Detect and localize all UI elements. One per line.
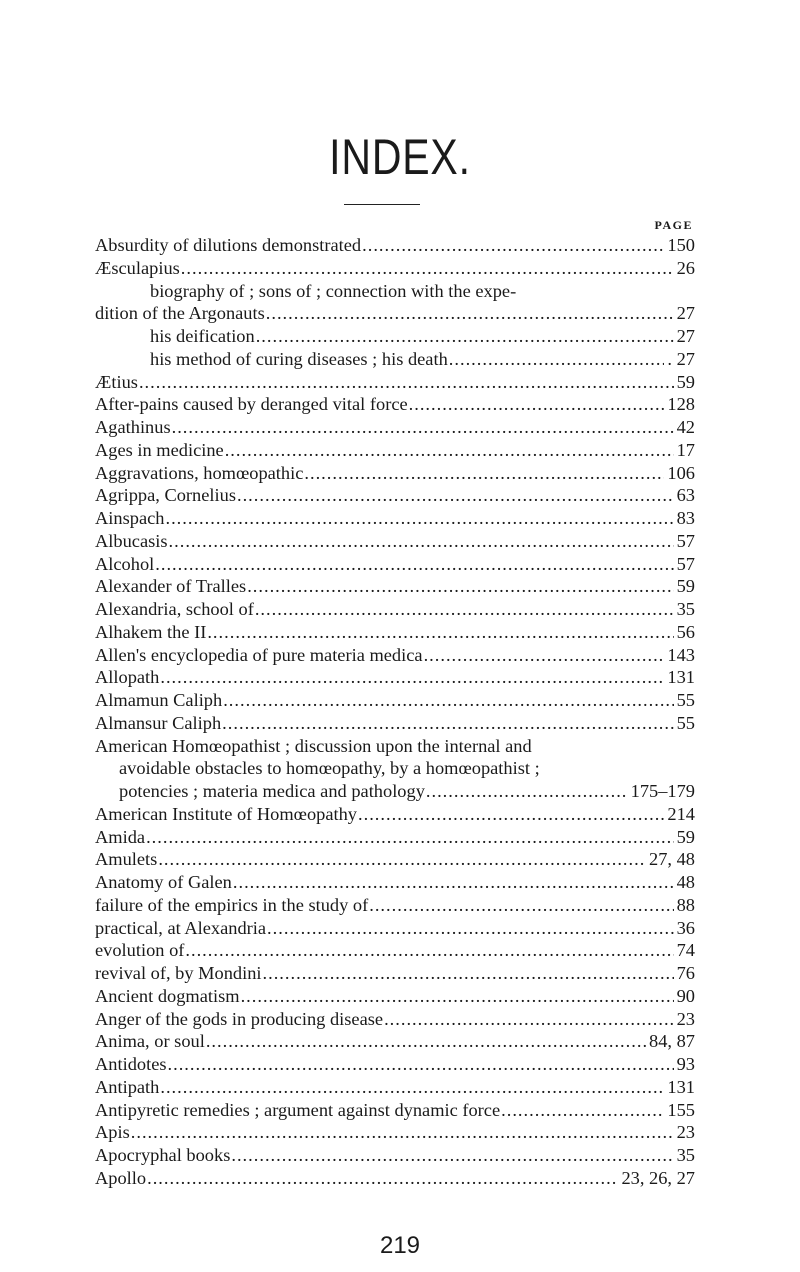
dot-leader bbox=[155, 553, 673, 576]
index-entry-page: 84, 87 bbox=[649, 1031, 695, 1052]
dot-leader bbox=[139, 371, 674, 394]
index-entry-page: 128 bbox=[667, 394, 695, 415]
index-entry-label: Alcohol bbox=[95, 553, 155, 574]
index-entry-page: 55 bbox=[676, 690, 695, 710]
index-entry bbox=[95, 644, 695, 667]
index-entry bbox=[95, 621, 695, 644]
index-entry-page: 27 bbox=[676, 326, 695, 346]
index-entry-page: 155 bbox=[667, 1099, 695, 1120]
index-entry-page: 74 bbox=[676, 940, 695, 961]
dot-leader bbox=[165, 507, 673, 530]
index-entry-page: 27 bbox=[676, 303, 695, 324]
index-entry-label: potencies ; materia medica and pathology bbox=[119, 781, 425, 801]
index-entry-label: Antidotes bbox=[95, 1054, 167, 1074]
index-entry-label: Almansur Caliph bbox=[95, 712, 222, 733]
index-entry-label: Ancient dogmatism bbox=[95, 985, 240, 1006]
index-entry-label: Absurdity of dilutions demonstrated bbox=[95, 235, 362, 255]
dot-leader bbox=[409, 393, 665, 416]
index-entry bbox=[95, 371, 695, 394]
index-entry bbox=[95, 689, 695, 712]
index-entry bbox=[95, 393, 695, 416]
index-entry bbox=[95, 712, 695, 735]
dot-leader bbox=[233, 871, 674, 894]
index-entry bbox=[95, 484, 695, 507]
index-entry-page: 57 bbox=[676, 553, 695, 574]
index-entry bbox=[95, 1099, 695, 1122]
page-number: 219 bbox=[379, 1232, 421, 1259]
dot-leader bbox=[267, 917, 674, 940]
dot-leader bbox=[384, 1008, 674, 1031]
dot-leader bbox=[147, 1167, 618, 1190]
dot-leader bbox=[424, 644, 665, 667]
index-entry-label: Alhakem the II bbox=[95, 621, 207, 642]
dot-leader bbox=[266, 302, 674, 325]
index-entry-label: Alexander of Tralles bbox=[95, 576, 247, 597]
index-entry-label: Almamun Caliph bbox=[95, 690, 223, 710]
index-entry-label: failure of the empirics in the study of bbox=[95, 894, 369, 915]
index-entry-page: 59 bbox=[676, 371, 695, 392]
index-entry-label: Anima, or soul bbox=[95, 1031, 205, 1052]
index-entry bbox=[95, 416, 695, 439]
index-entry-continuation: American Homœopathist ; discussion upon the internal and bbox=[95, 735, 532, 756]
dot-leader bbox=[256, 325, 674, 348]
index-list bbox=[95, 234, 695, 1190]
index-entry bbox=[95, 1144, 695, 1167]
page-column-label: PAGE bbox=[654, 218, 693, 232]
dot-leader bbox=[241, 985, 674, 1008]
index-entry bbox=[95, 1030, 695, 1053]
index-entry-label: Apis bbox=[95, 1122, 130, 1143]
index-entry bbox=[95, 985, 695, 1008]
index-entry bbox=[95, 939, 695, 962]
index-entry-page: 23 bbox=[676, 1008, 695, 1029]
index-entry-label: Albucasis bbox=[95, 530, 168, 551]
dot-leader bbox=[449, 348, 665, 371]
index-entry-continuation: avoidable obstacles to homœopathy, by a homœopathist ; bbox=[119, 758, 540, 779]
index-entry-page: 63 bbox=[676, 485, 695, 506]
index-entry-page: 175–179 bbox=[630, 781, 695, 801]
index-entry-label: revival of, by Mondini bbox=[95, 963, 262, 983]
index-entry-page: 143 bbox=[667, 644, 695, 665]
dot-leader bbox=[369, 894, 673, 917]
index-entry bbox=[95, 962, 695, 985]
index-entry bbox=[95, 234, 695, 257]
dot-leader bbox=[304, 462, 664, 485]
index-entry bbox=[95, 553, 695, 576]
index-entry bbox=[95, 803, 695, 826]
dot-leader bbox=[160, 666, 664, 689]
index-entry bbox=[95, 462, 695, 485]
index-entry bbox=[95, 666, 695, 689]
index-entry bbox=[95, 894, 695, 917]
index-entry-label: Agathinus bbox=[95, 417, 171, 437]
index-entry-label: Antipath bbox=[95, 1076, 160, 1097]
dot-leader bbox=[160, 1076, 664, 1099]
index-entry-label: Antipyretic remedies ; argument against dynamic force bbox=[95, 1099, 501, 1120]
index-entry-page: 48 bbox=[676, 872, 695, 892]
index-entry bbox=[95, 598, 695, 621]
dot-leader bbox=[206, 1030, 646, 1053]
index-entry bbox=[95, 530, 695, 553]
index-entry bbox=[95, 507, 695, 530]
index-entry bbox=[95, 848, 695, 871]
dot-leader bbox=[207, 621, 673, 644]
dot-leader bbox=[223, 689, 673, 712]
index-entry-page: 23, 26, 27 bbox=[621, 1167, 695, 1188]
index-entry bbox=[95, 257, 695, 280]
index-entry-page: 131 bbox=[667, 667, 695, 688]
index-entry-page: 57 bbox=[676, 530, 695, 551]
index-entry-page: 35 bbox=[676, 599, 695, 619]
index-entry-page: 27, 48 bbox=[649, 849, 695, 870]
index-entry-label: Aggravations, homœopathic bbox=[95, 462, 304, 483]
index-entry-page: 36 bbox=[676, 917, 695, 938]
index-entry-label: his method of curing diseases ; his death bbox=[150, 348, 448, 369]
index-entry-label: Amida bbox=[95, 826, 146, 847]
index-entry bbox=[95, 1167, 695, 1190]
index-entry-page: 17 bbox=[676, 439, 695, 460]
index-entry bbox=[95, 1121, 695, 1144]
index-entry-label: Apollo bbox=[95, 1167, 147, 1188]
index-entry-label: evolution of bbox=[95, 940, 185, 961]
dot-leader bbox=[255, 598, 674, 621]
index-entry bbox=[95, 302, 695, 325]
index-entry-page: 35 bbox=[676, 1145, 695, 1165]
index-entry bbox=[95, 325, 695, 348]
index-entry-page: 59 bbox=[676, 826, 695, 847]
index-entry-page: 23 bbox=[676, 1122, 695, 1143]
index-entry-page: 131 bbox=[667, 1076, 695, 1097]
index-entry-label: practical, at Alexandria bbox=[95, 917, 267, 938]
page-title: INDEX. bbox=[329, 129, 471, 185]
index-entry bbox=[95, 575, 695, 598]
index-entry-label: dition of the Argonauts bbox=[95, 303, 265, 324]
index-entry-continuation: biography of ; sons of ; connection with the expe- bbox=[150, 280, 517, 301]
index-entry-label: Apocryphal books bbox=[95, 1145, 231, 1165]
dot-leader bbox=[358, 803, 664, 826]
dot-leader bbox=[181, 257, 674, 280]
index-entry bbox=[95, 826, 695, 849]
index-entry-label: Anatomy of Galen bbox=[95, 872, 232, 892]
index-entry-page: . 27 bbox=[667, 348, 695, 369]
index-entry-label: Ætius bbox=[95, 371, 138, 392]
index-entry-page: 59 bbox=[676, 576, 695, 597]
dot-leader bbox=[172, 416, 674, 439]
dot-leader bbox=[362, 234, 664, 257]
index-entry-label: Æsculapius bbox=[95, 257, 180, 278]
index-entry-page: 76 bbox=[676, 963, 695, 983]
index-entry-label: Amulets bbox=[95, 849, 158, 870]
dot-leader bbox=[247, 575, 673, 598]
index-entry bbox=[95, 439, 695, 462]
dot-leader bbox=[185, 939, 673, 962]
title-rule bbox=[344, 204, 420, 205]
dot-leader bbox=[237, 484, 674, 507]
dot-leader bbox=[426, 780, 628, 803]
dot-leader bbox=[131, 1121, 674, 1144]
index-entry-label: Anger of the gods in producing disease bbox=[95, 1008, 384, 1029]
index-entry-page: 42 bbox=[676, 417, 695, 437]
dot-leader bbox=[222, 712, 673, 735]
index-entry-page: 106 bbox=[667, 462, 695, 483]
index-entry-label: American Institute of Homœopathy bbox=[95, 803, 358, 824]
index-entry-label: Allen's encyclopedia of pure materia medica bbox=[95, 644, 423, 665]
index-entry bbox=[95, 780, 695, 803]
index-entry-label: his deification bbox=[150, 326, 255, 346]
index-entry-page: 83 bbox=[676, 508, 695, 528]
index-entry-label: Ages in medicine bbox=[95, 439, 224, 460]
dot-leader bbox=[501, 1099, 664, 1122]
index-entry-page: 93 bbox=[676, 1054, 695, 1074]
index-entry bbox=[95, 917, 695, 940]
index-entry-label: Agrippa, Cornelius bbox=[95, 485, 236, 506]
index-entry-page: 56 bbox=[676, 621, 695, 642]
index-entry-label: Ainspach bbox=[95, 508, 165, 528]
dot-leader bbox=[231, 1144, 673, 1167]
index-entry-page: 26 bbox=[676, 257, 695, 278]
index-entry-page: 90 bbox=[676, 985, 695, 1006]
dot-leader bbox=[146, 826, 674, 849]
index-entry-label: After-pains caused by deranged vital force bbox=[95, 394, 408, 415]
index-entry-page: 55 bbox=[676, 712, 695, 733]
index-entry bbox=[95, 1053, 695, 1076]
index-entry bbox=[95, 1008, 695, 1031]
index-entry bbox=[95, 348, 695, 371]
dot-leader bbox=[168, 1053, 674, 1076]
dot-leader bbox=[225, 439, 674, 462]
index-entry-page: 88 bbox=[676, 894, 695, 915]
dot-leader bbox=[158, 848, 646, 871]
dot-leader bbox=[263, 962, 674, 985]
dot-leader bbox=[169, 530, 674, 553]
index-entry-page: 150 bbox=[667, 235, 695, 255]
index-entry-label: Allopath bbox=[95, 667, 160, 688]
index-entry-page: 214 bbox=[667, 803, 695, 824]
index-entry-label: Alexandria, school of bbox=[95, 599, 254, 619]
index-entry bbox=[95, 871, 695, 894]
index-entry bbox=[95, 1076, 695, 1099]
